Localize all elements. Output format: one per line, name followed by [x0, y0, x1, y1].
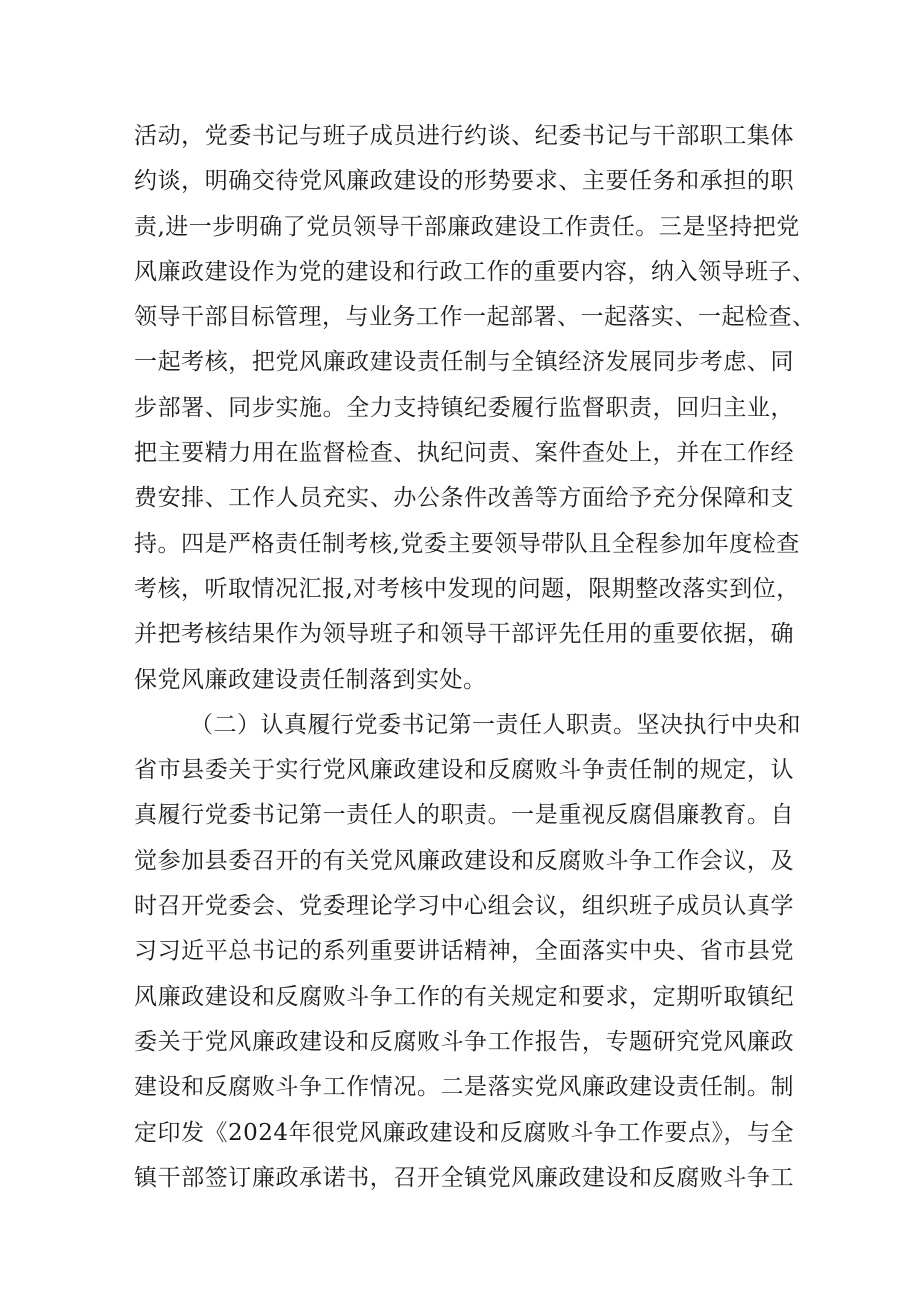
text-line: 风廉政建设和反腐败斗争工作的有关规定和要求，定期听取镇纪 — [134, 983, 794, 1010]
text-line: 觉参加县委召开的有关党风廉政建设和反腐败斗争工作会议，及 — [134, 847, 794, 874]
text-line: 步部署、同步实施。全力支持镇纪委履行监督职责，回归主业， — [134, 394, 794, 421]
text-line: 约谈，明确交待党风廉政建设的形势要求、主要任务和承担的职 — [134, 168, 794, 195]
text-line: 时召开党委会、党委理论学习中心组会议，组织班子成员认真学 — [134, 893, 794, 920]
text-line: 责,进一步明确了党员领导干部廉政建设工作责任。三是坚持把党 — [134, 213, 800, 240]
text-line: 一起考核，把党风廉政建设责任制与全镇经济发展同步考虑、同 — [134, 349, 794, 376]
text-line: 建设和反腐败斗争工作情况。二是落实党风廉政建设责任制。制 — [134, 1074, 794, 1101]
text-line: 真履行党委书记第一责任人的职责。一是重视反腐倡廉教育。自 — [134, 802, 794, 829]
text-line: 委关于党风廉政建设和反腐败斗争工作报告，专题研究党风廉政 — [134, 1028, 794, 1055]
text-line: 并把考核结果作为领导班子和领导干部评先任用的重要依据，确 — [134, 621, 794, 648]
text-line: 习习近平总书记的系列重要讲话精神，全面落实中央、省市县党 — [134, 938, 794, 965]
text-line: 定印发《2024年很党风廉政建设和反腐败斗争工作要点》，与全 — [134, 1119, 795, 1146]
section-heading-line: （二）认真履行党委书记第一责任人职责。坚决执行中央和 — [190, 711, 801, 738]
document-body — [134, 114, 816, 1201]
text-line: 考核，听取情况汇报,对考核中发现的问题，限期整改落实到位， — [134, 575, 800, 602]
text-line: 持。四是严格责任制考核,党委主要领导带队且全程参加年度检查 — [134, 530, 800, 557]
text-line: 镇干部签订廉政承诺书，召开全镇党风廉政建设和反腐败斗争工 — [134, 1164, 794, 1191]
text-line: 把主要精力用在监督检查、执纪问责、案件查处上，并在工作经 — [134, 440, 794, 467]
text-line: 活动，党委书记与班子成员进行约谈、纪委书记与干部职工集体 — [134, 123, 794, 149]
paragraph-end-line: 保党风廉政建设责任制落到实处。 — [134, 666, 487, 693]
text-line: 省市县委关于实行党风廉政建设和反腐败斗争责任制的规定，认 — [134, 757, 794, 784]
text-line: 风廉政建设作为党的建设和行政工作的重要内容，纳入领导班子、 — [134, 258, 816, 285]
text-line: 领导干部目标管理，与业务工作一起部署、一起落实、一起检查、 — [134, 304, 816, 331]
text-line: 费安排、工作人员充实、办公条件改善等方面给予充分保障和支 — [134, 485, 794, 512]
